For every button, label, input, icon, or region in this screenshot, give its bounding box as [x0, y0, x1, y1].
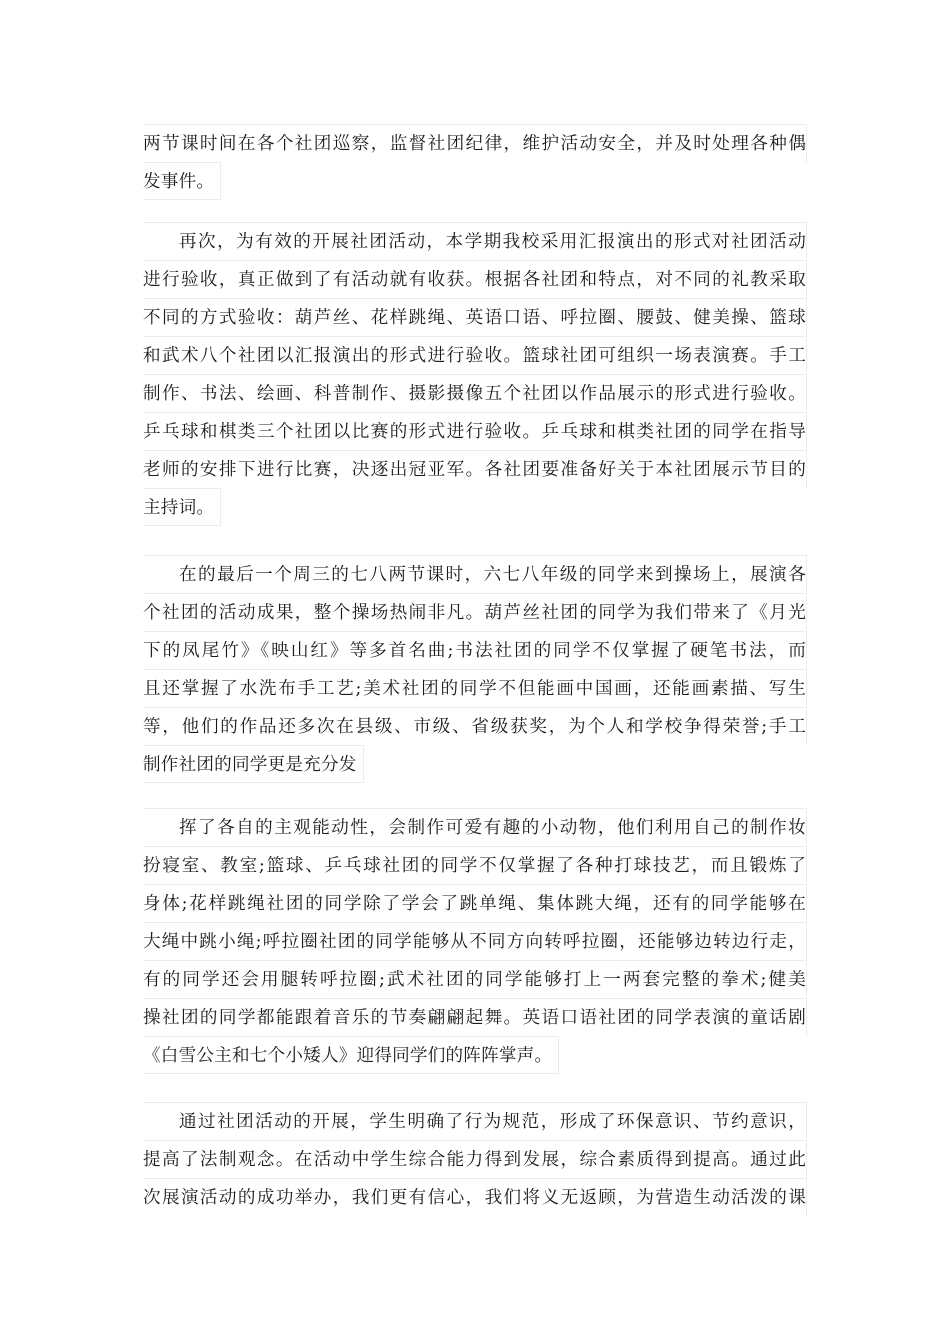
text-line: 和武术八个社团以汇报演出的形式进行验收。篮球社团可组织一场表演赛。手工: [143, 336, 807, 374]
text-line: 进行验收，真正做到了有活动就有收获。根据各社团和特点，对不同的礼教采取: [143, 260, 807, 298]
text-line: 大绳中跳小绳;呼拉圈社团的同学能够从不同方向转呼拉圈，还能够边转边行走，: [143, 922, 807, 960]
text-line: 且还掌握了水洗布手工艺;美术社团的同学不但能画中国画，还能画素描、写生: [143, 669, 807, 707]
text-line: 再次，为有效的开展社团活动，本学期我校采用汇报演出的形式对社团活动: [143, 222, 807, 260]
text-line: 个社团的活动成果，整个操场热闹非凡。葫芦丝社团的同学为我们带来了《月光: [143, 593, 807, 631]
text-line: 扮寝室、教室;篮球、乒乓球社团的同学不仅掌握了各种打球技艺，而且锻炼了: [143, 846, 807, 884]
paragraph-1: [143, 124, 807, 204]
text-line: 操社团的同学都能跟着音乐的节奏翩翩起舞。英语口语社团的同学表演的童话剧: [143, 998, 807, 1036]
text-line: 制作社团的同学更是充分发: [143, 745, 364, 783]
text-line: 通过社团活动的开展，学生明确了行为规范，形成了环保意识、节约意识，: [143, 1102, 807, 1140]
text-line: 乒乓球和棋类三个社团以比赛的形式进行验收。乒乓球和棋类社团的同学在指导: [143, 412, 807, 450]
text-line: 制作、书法、绘画、科普制作、摄影摄像五个社团以作品展示的形式进行验收。: [143, 374, 807, 412]
text-line: 发事件。: [143, 162, 221, 200]
paragraph-3: [143, 555, 807, 787]
text-line: 两节课时间在各个社团巡察，监督社团纪律，维护活动安全，并及时处理各种偶: [143, 124, 807, 162]
text-line: 《白雪公主和七个小矮人》迎得同学们的阵阵掌声。: [143, 1036, 559, 1074]
paragraph-2: [143, 222, 807, 530]
text-line: 下的凤尾竹》《映山红》等多首名曲;书法社团的同学不仅掌握了硬笔书法，而: [143, 631, 807, 669]
paragraph-5: [143, 1102, 807, 1216]
text-line: 身体;花样跳绳社团的同学除了学会了跳单绳、集体跳大绳，还有的同学能够在: [143, 884, 807, 922]
text-line: 有的同学还会用腿转呼拉圈;武术社团的同学能够打上一两套完整的拳术;健美: [143, 960, 807, 998]
text-line: 挥了各自的主观能动性，会制作可爱有趣的小动物，他们利用自己的制作妆: [143, 808, 807, 846]
text-line: 提高了法制观念。在活动中学生综合能力得到发展，综合素质得到提高。通过此: [143, 1140, 807, 1178]
text-line: 主持词。: [143, 488, 221, 526]
paragraph-4: [143, 808, 807, 1078]
text-line: 在的最后一个周三的七八两节课时，六七八年级的同学来到操场上，展演各: [143, 555, 807, 593]
text-line: 等，他们的作品还多次在县级、市级、省级获奖，为个人和学校争得荣誉;手工: [143, 707, 807, 745]
text-line: 不同的方式验收：葫芦丝、花样跳绳、英语口语、呼拉圈、腰鼓、健美操、篮球: [143, 298, 807, 336]
text-line: 老师的安排下进行比赛，决逐出冠亚军。各社团要准备好关于本社团展示节目的: [143, 450, 807, 488]
text-line: 次展演活动的成功举办，我们更有信心，我们将义无返顾，为营造生动活泼的课: [143, 1178, 807, 1216]
